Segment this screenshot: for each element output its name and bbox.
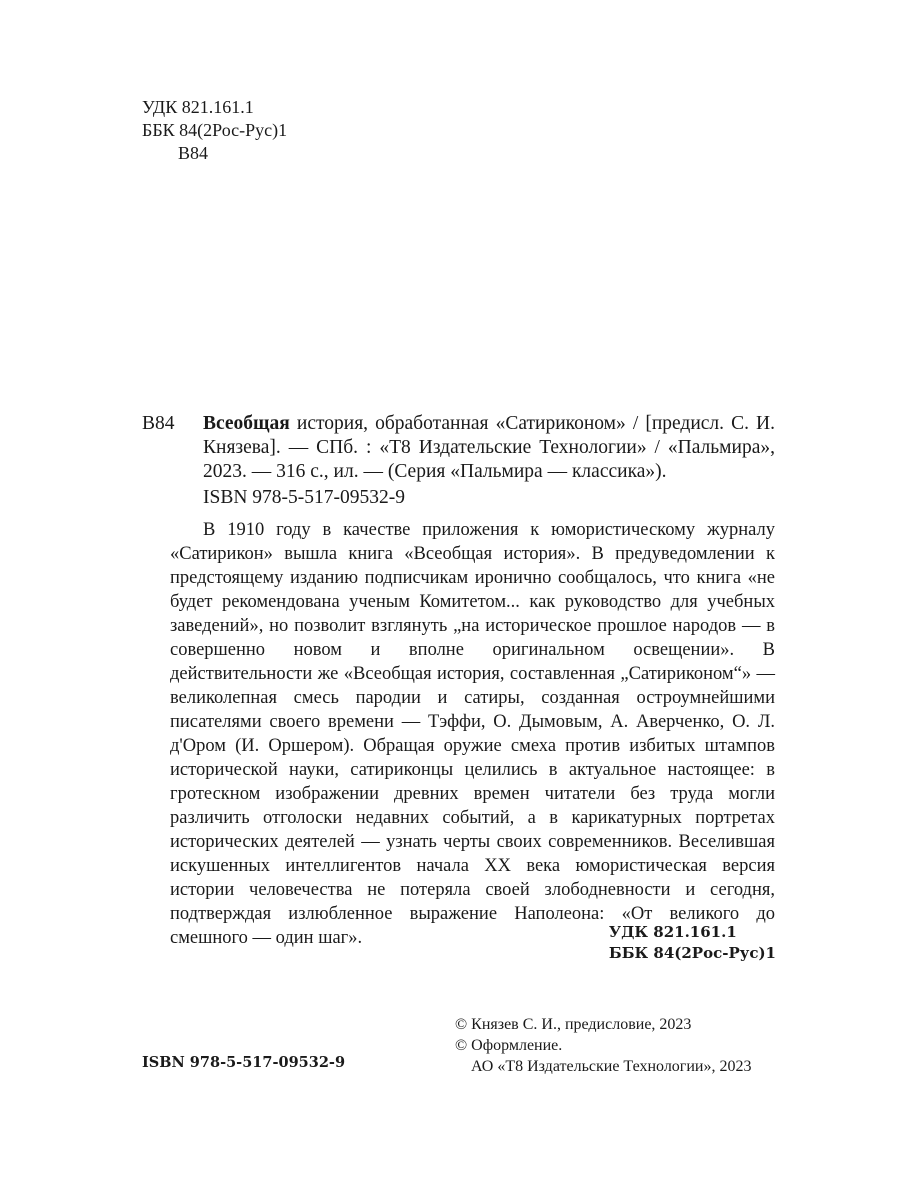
udk-code-top: УДК 821.161.1: [142, 97, 254, 117]
bbk-code-bottom: ББК 84(2Рос-Рус)1: [608, 944, 776, 962]
entry-description: история, обработанная «Сатириконом» / [предисл. С. И. Князева]. — СПб. : «Т8 Издательские Технологии» / «Пальмира», 2023. — 316 с., ил. — (Серия «Пальмира — классика»).: [203, 413, 775, 482]
entry-head: [142, 412, 775, 484]
footer-classification: [609, 922, 776, 964]
copyright-block: [455, 1014, 775, 1077]
entry-title: Всеобщая: [203, 413, 290, 434]
copyright-line-2: © Оформление.: [455, 1037, 563, 1054]
copyright-line-1: © Князев С. И., предисловие, 2023: [455, 1016, 692, 1033]
author-code-top: В84: [178, 143, 209, 163]
udk-code-bottom: УДК 821.161.1: [608, 923, 737, 941]
entry-code: В84: [142, 413, 175, 434]
annotation-paragraph: В 1910 году в качестве приложения к юмористическому журналу «Сатирикон» вышла книга «Всеобщая история». В предуведомлении к предстоящему изданию подписчикам иронично сообщалось, что книга «не будет рекомендована ученым Комитетом... как руководство для учебных заведений», но позволит взглянуть „на историческое прошлое народов — в совершенно новом и вполне оригинальном освещении». В действительности же «Всеобщая история, составленная „Сатириконом“» — великолепная смесь пародии и сатиры, созданная остроумнейшими писателями своего времени — Тэффи, О. Дымовым, А. Аверченко, О. Л. д'Ором (И. Оршером). Обращая оружие смеха против избитых штампов исторической науки, сатириконцы целились в актуальное настоящее: в гротескном изображении древних времен читатели без труда могли различить отголоски недавних событий, а в карикатурных портретах исторических деятелей — узнать черты своих современников. Веселившая искушенных интеллигентов начала XX века юмористическая версия истории человечества не потеряла своей злободневности и сегодня, подтверждая излюбленное выражение Наполеона: «От великого до смешного — один шаг».: [170, 520, 775, 948]
entry-isbn: ISBN 978-5-517-09532-9: [203, 487, 406, 508]
bbk-code-top: ББК 84(2Рос-Рус)1: [142, 120, 288, 140]
copyright-line-3: АО «Т8 Издательские Технологии», 2023: [471, 1058, 752, 1075]
isbn-bottom: ISBN 978-5-517-09532-9: [142, 1054, 346, 1071]
bibliographic-entry: [142, 412, 775, 510]
